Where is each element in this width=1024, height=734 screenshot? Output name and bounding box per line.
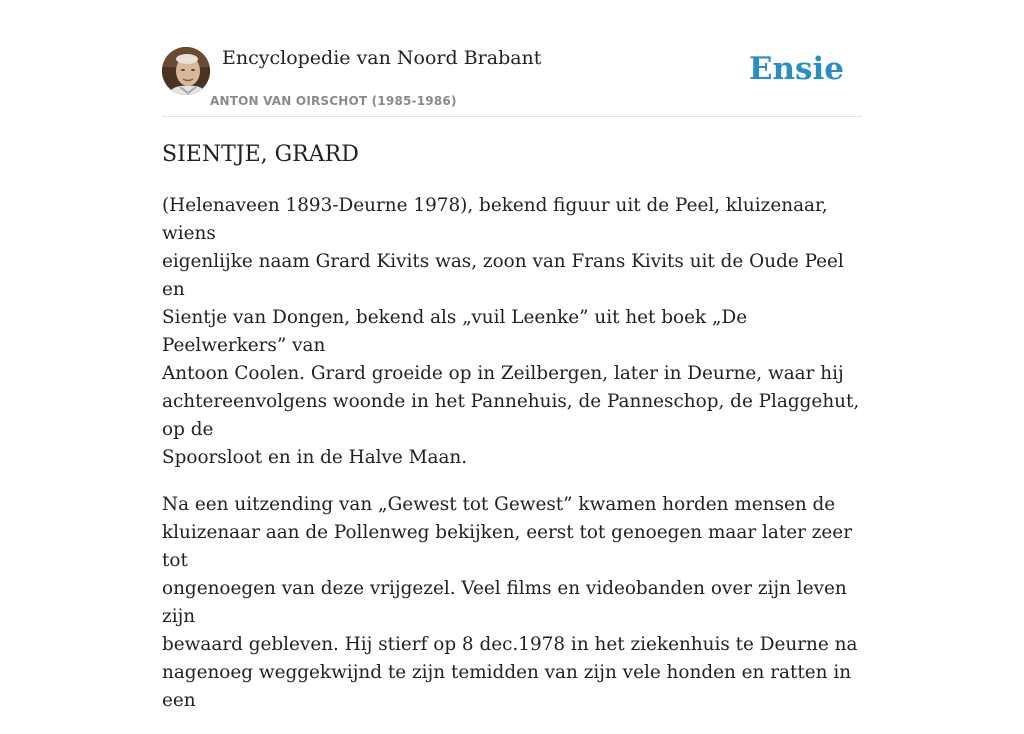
author-portrait-image — [162, 47, 210, 95]
paragraph-line: ongenoegen van deze vrijgezel. Veel films en videobanden over zijn leven zijn — [162, 578, 847, 627]
author-name-link[interactable]: ANTON VAN OIRSCHOT (1985-1986) — [210, 94, 457, 108]
paragraph-line: Spoorsloot en in de Halve Maan. — [162, 447, 468, 468]
paragraph-line: Sientje van Dongen, bekend als „vuil Leenke” uit het boek „De Peelwerkers” van — [162, 307, 748, 356]
paragraph-line: Na een uitzending van „Gewest tot Gewest” kwamen horden mensen de — [162, 494, 836, 515]
book-title-link[interactable]: Encyclopedie van Noord Brabant — [222, 47, 542, 69]
paragraph-line: (Helenaveen 1893-Deurne 1978), bekend figuur uit de Peel, kluizenaar, wiens — [162, 195, 828, 244]
entry-paragraph-1 — [162, 192, 862, 472]
paragraph-line: nagenoeg weggekwijnd te zijn temidden van zijn vele honden en ratten in een — [162, 662, 852, 711]
entry-paragraph-2 — [162, 491, 862, 715]
author-avatar[interactable] — [162, 47, 210, 95]
entry-header — [162, 0, 862, 117]
paragraph-line: Antoon Coolen. Grard groeide op in Zeilbergen, later in Deurne, waar hij — [162, 363, 844, 384]
ensie-logo-link[interactable]: Ensie — [748, 51, 844, 87]
entry-body — [162, 192, 862, 734]
paragraph-line: bewaard gebleven. Hij stierf op 8 dec.1978 in het ziekenhuis te Deurne na — [162, 634, 858, 655]
paragraph-line: eigenlijke naam Grard Kivits was, zoon van Frans Kivits uit de Oude Peel en — [162, 251, 844, 300]
paragraph-line: kluizenaar aan de Pollenweg bekijken, eerst tot genoegen maar later zeer tot — [162, 522, 852, 571]
paragraph-line: achtereenvolgens woonde in het Pannehuis, de Panneschop, de Plaggehut, op de — [162, 391, 860, 440]
entry-title: SIENTJE, GRARD — [162, 142, 359, 167]
page — [162, 0, 862, 711]
